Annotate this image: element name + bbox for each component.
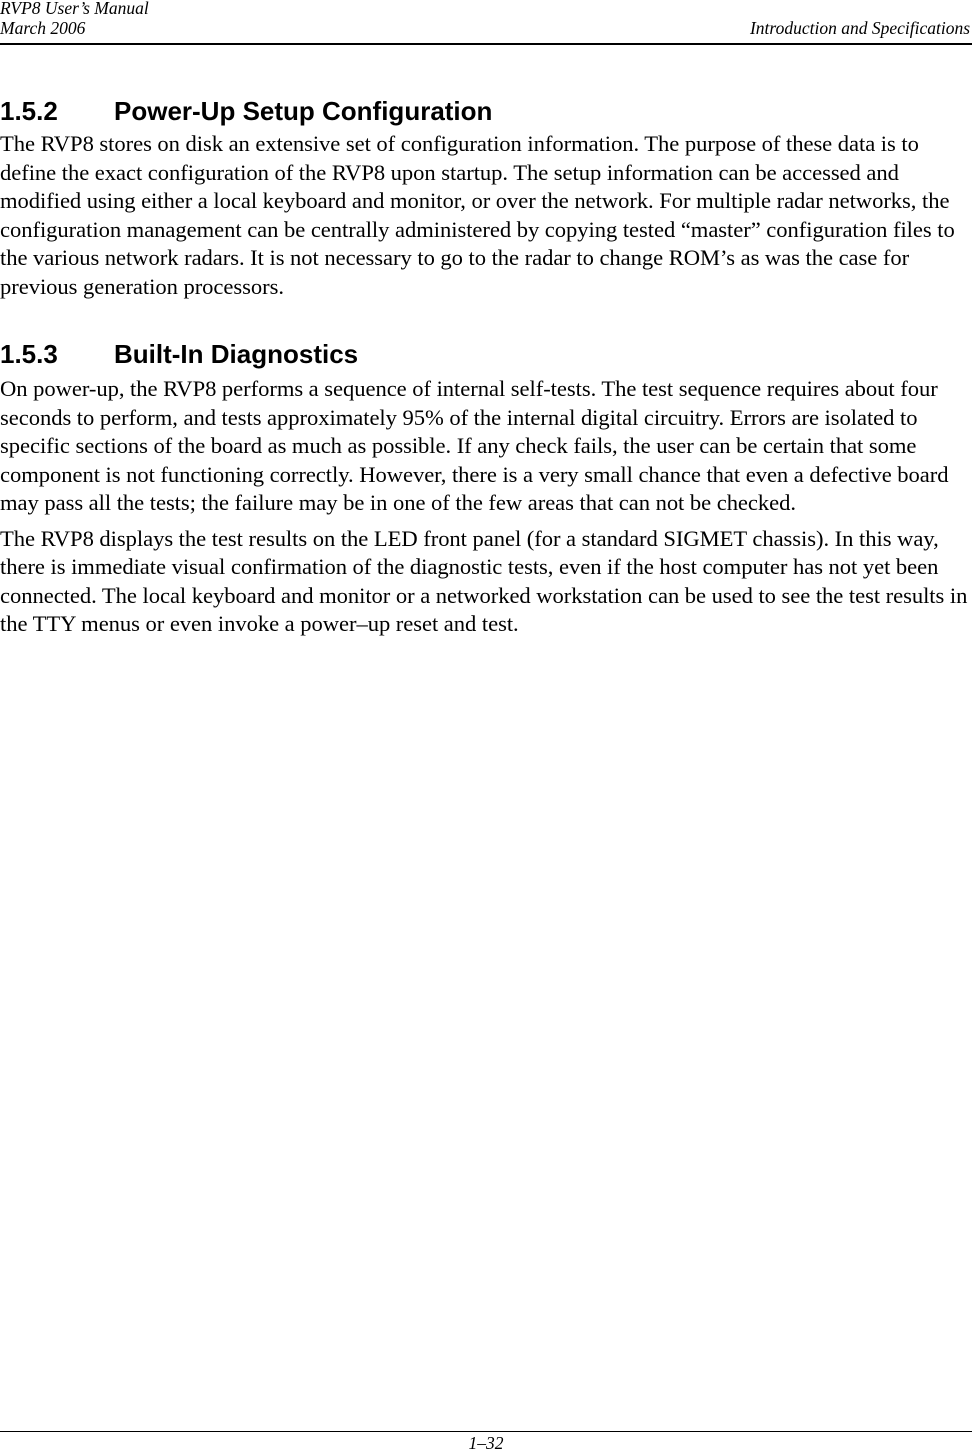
chapter-title: Introduction and Specifications (749, 18, 970, 38)
page-body (0, 94, 972, 639)
paragraph-self-tests: On power-up, the RVP8 performs a sequence of internal self-tests. The test sequence requires about four seconds to perform, and tests approximately 95% of the internal digital circuitry. Errors are isolated to specific sections of the board as much as possible. If any check fails, the user can be certain that some component is not functioning correctly. However, there is a very small chance that even a defective board may pass all the tests; the failure may be in one of the few areas that can not be checked. (0, 376, 949, 515)
paragraph-test-results-display: The RVP8 displays the test results on the LED front panel (for a standard SIGMET chassis). In this way, there is immediate visual confirmation of the diagnostic tests, even if the host computer has not yet been connected. The local keyboard and monitor or a networked workstation can be used to see the test results in the TTY menus or even invoke a power–up reset and test. (0, 525, 968, 636)
page-number: 1–32 (468, 1433, 504, 1453)
section-heading-power-up-setup (0, 94, 972, 128)
section-heading-built-in-diagnostics (0, 337, 972, 371)
paragraph-power-up-setup: The RVP8 stores on disk an extensive set of configuration information. The purpose of these data is to define the exact configuration of the RVP8 upon startup. The setup information can be accessed and modified using either a local keyboard and monitor, or over the network. For multiple radar networks, the configuration management can be centrally administered by copying tested “master” configuration files to the various network radars. It is not necessary to go to the radar to change ROM’s as was the case for previous generation processors. (0, 131, 955, 299)
running-footer (0, 1431, 972, 1453)
running-header (0, 0, 972, 45)
publication-date: March 2006 (0, 18, 86, 38)
section-title: Power-Up Setup Configuration (114, 96, 493, 126)
section-number: 1.5.2 (0, 96, 58, 126)
manual-title: RVP8 User’s Manual (0, 0, 149, 18)
section-title: Built-In Diagnostics (114, 339, 359, 369)
header-left (0, 0, 149, 38)
section-number: 1.5.3 (0, 339, 58, 369)
